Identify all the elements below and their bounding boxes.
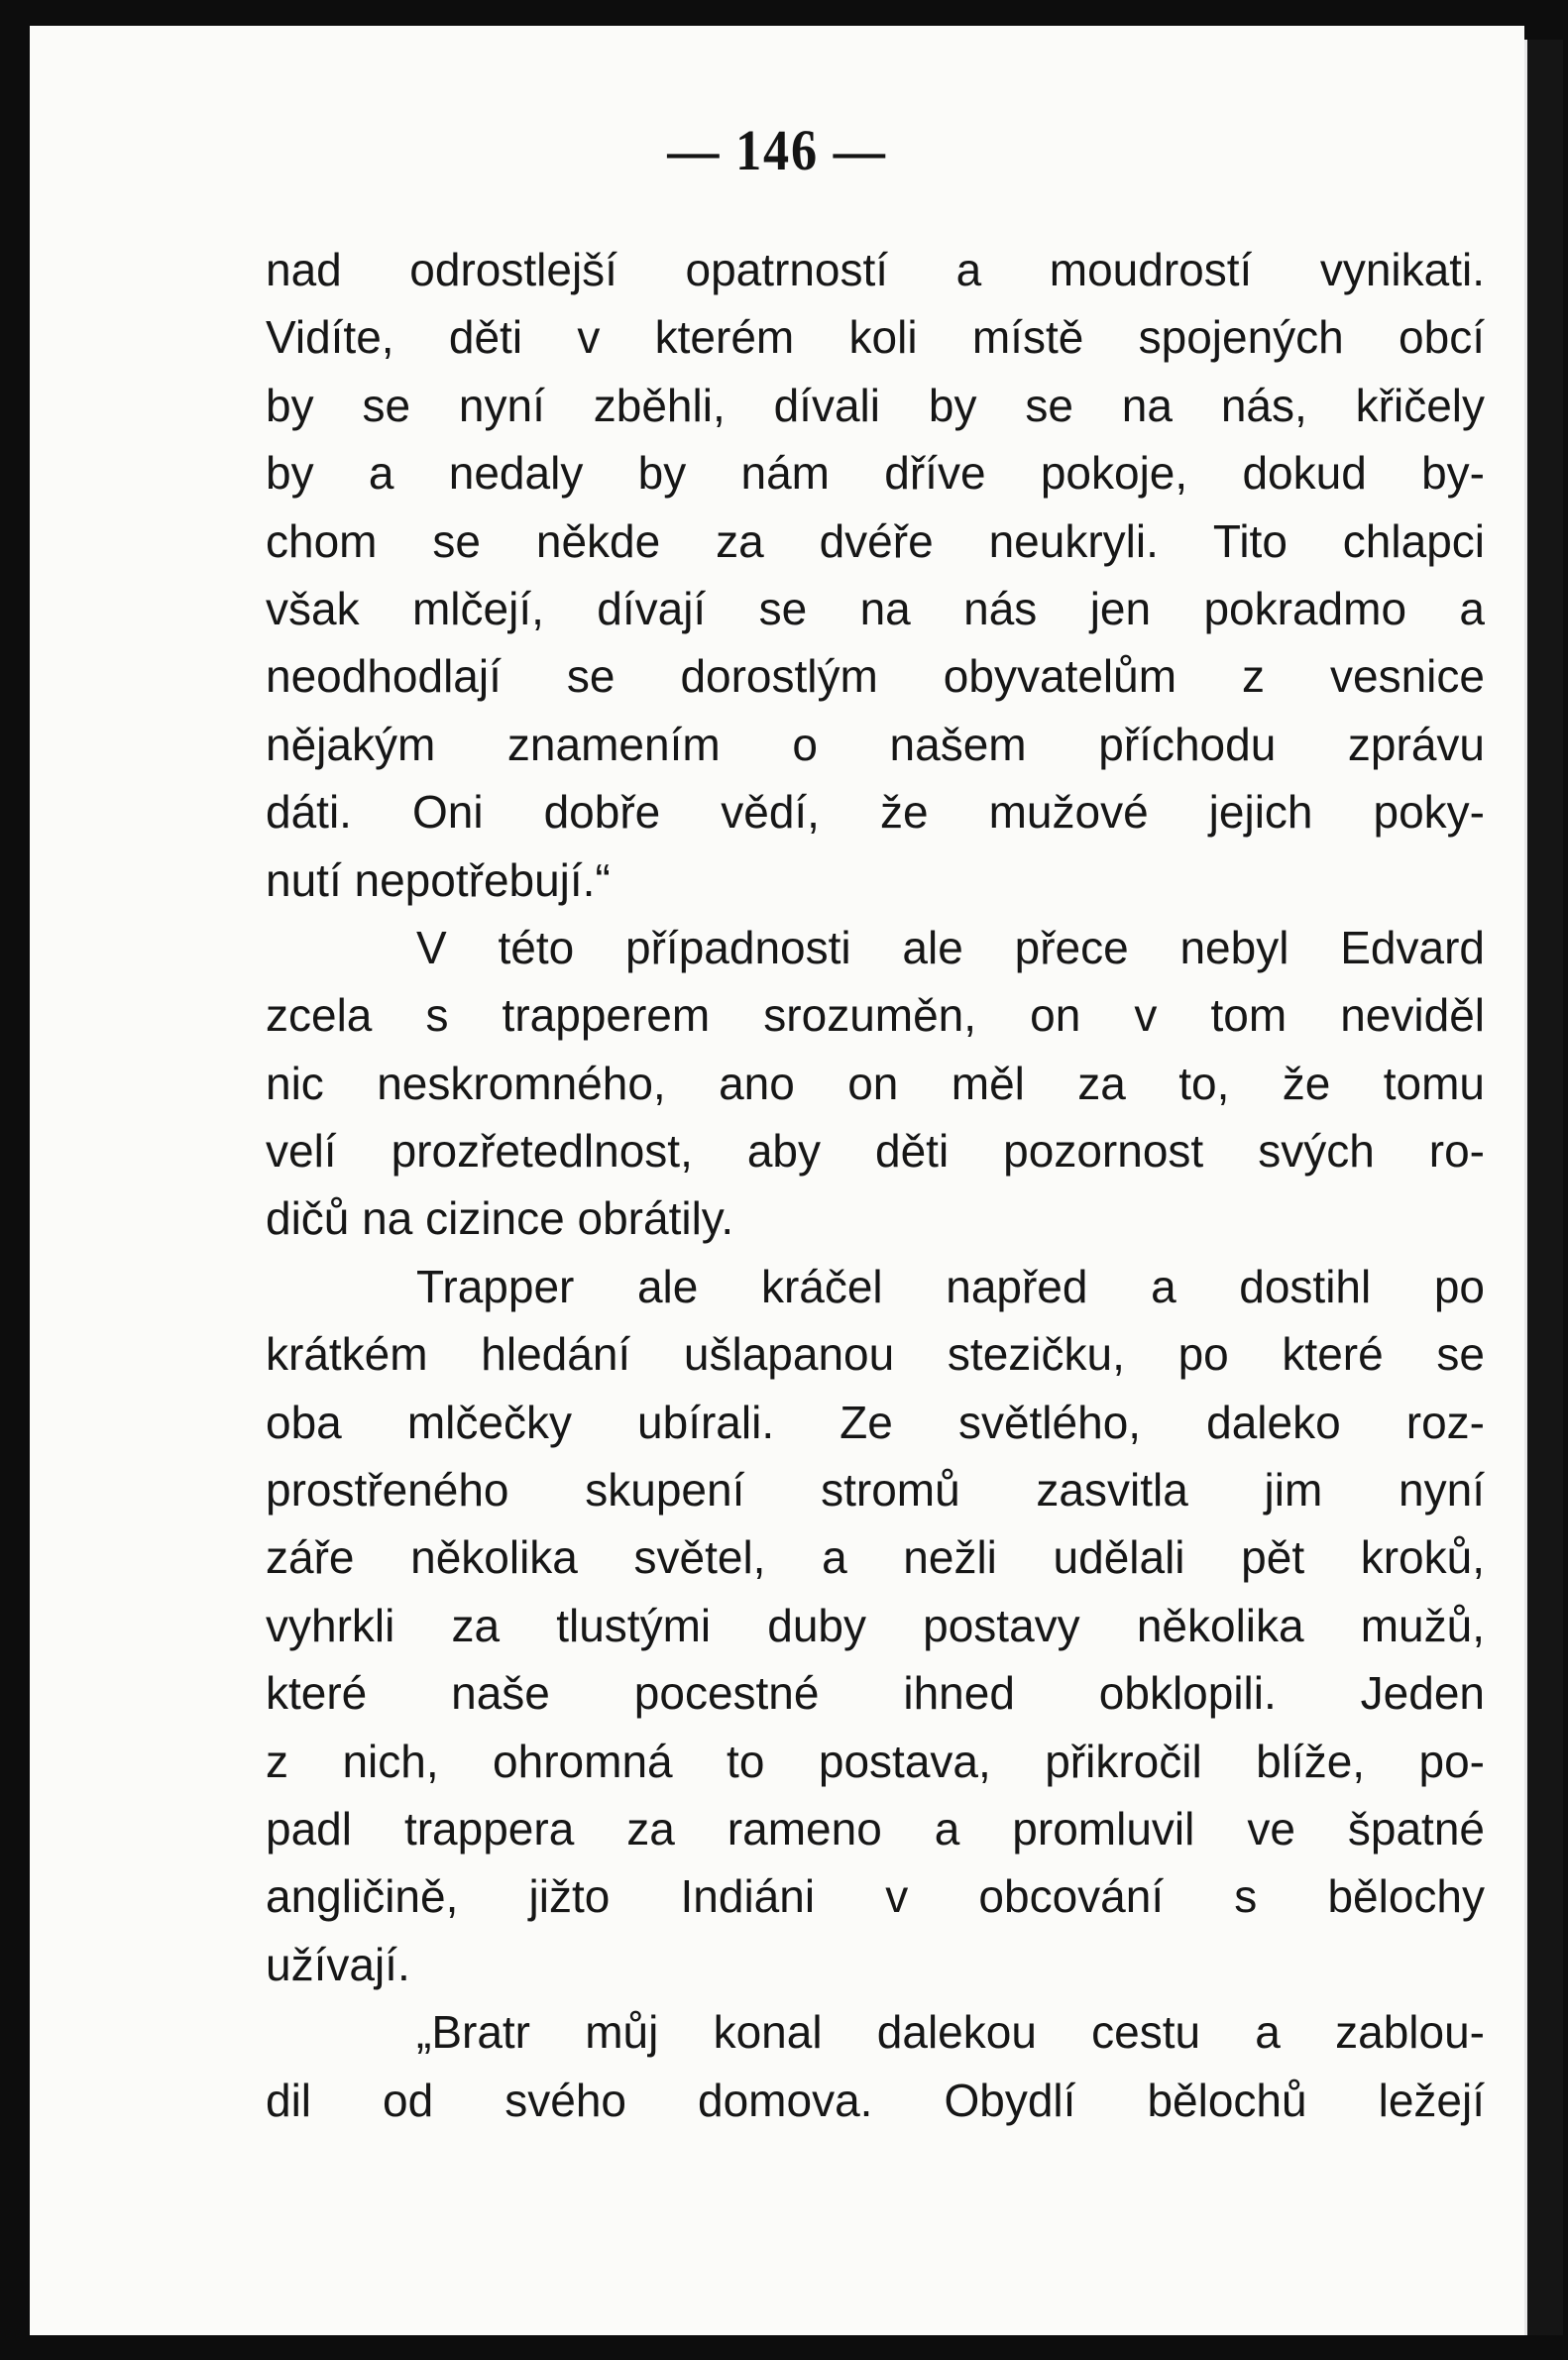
text-line: „Bratr můj konal dalekou cestu a zablou- — [416, 2006, 1485, 2059]
text-line: angličině, jižto Indiáni v obcování s bělochy — [266, 1870, 1485, 1923]
text-line: oba mlčečky ubírali. Ze světlého, daleko roz- — [266, 1396, 1485, 1448]
text-line: dáti. Oni dobře vědí, že mužové jejich poky- — [266, 786, 1485, 839]
text-line: by se nyní zběhli, dívali by se na nás, křičely — [266, 379, 1485, 431]
text-line: nic neskromného, ano on měl za to, že tomu — [266, 1057, 1485, 1109]
text-line: padl trappera za rameno a promluvil ve špatné — [266, 1802, 1485, 1854]
text-line: nad odrostlejší opatrností a moudrostí vynikati. — [266, 244, 1485, 295]
text-line: Trapper ale kráčel napřed a dostihl po — [416, 1260, 1485, 1312]
text-line: které naše pocestné ihned obklopili. Jeden — [266, 1667, 1485, 1720]
book-edge — [1524, 40, 1563, 2335]
text-line: V této případnosti ale přece nebyl Edvard — [416, 921, 1485, 973]
body-text — [266, 236, 1485, 2134]
text-line: však mlčejí, dívají se na nás jen pokradmo a — [266, 582, 1485, 634]
text-line: dičů na cizince obrátily. — [266, 1192, 734, 1245]
text-line: nějakým znamením o našem příchodu zprávu — [266, 718, 1485, 770]
text-line: užívají. — [266, 1938, 410, 1990]
page-number: — 146 — — [667, 118, 887, 182]
text-line: chom se někde za dvéře neukryli. Tito chlapci — [266, 514, 1485, 567]
text-line: dil od svého domova. Obydlí bělochů ležejí — [266, 2074, 1485, 2126]
text-line: velí prozřetedlnost, aby děti pozornost svých ro- — [266, 1125, 1485, 1178]
text-line: vyhrkli za tlustými duby postavy několika mužů, — [266, 1599, 1485, 1651]
text-line: zcela s trapperem srozuměn, on v tom neviděl — [266, 989, 1485, 1042]
text-line: Vidíte, děti v kterém koli místě spojených obcí — [266, 311, 1485, 364]
text-line: krátkém hledání ušlapanou stezičku, po které se — [266, 1328, 1485, 1381]
text-line: neodhodlají se dorostlým obyvatelům z vesnice — [266, 650, 1485, 703]
text-line: prostřeného skupení stromů zasvitla jim nyní — [266, 1464, 1485, 1517]
book-page — [30, 26, 1524, 2335]
text-line: nutí nepotřebují.“ — [266, 853, 611, 906]
text-line: z nich, ohromná to postava, přikročil blíže, po- — [266, 1735, 1485, 1787]
text-line: by a nedaly by nám dříve pokoje, dokud by- — [266, 447, 1485, 500]
text-line: záře několika světel, a nežli udělali pět kroků, — [266, 1531, 1485, 1584]
